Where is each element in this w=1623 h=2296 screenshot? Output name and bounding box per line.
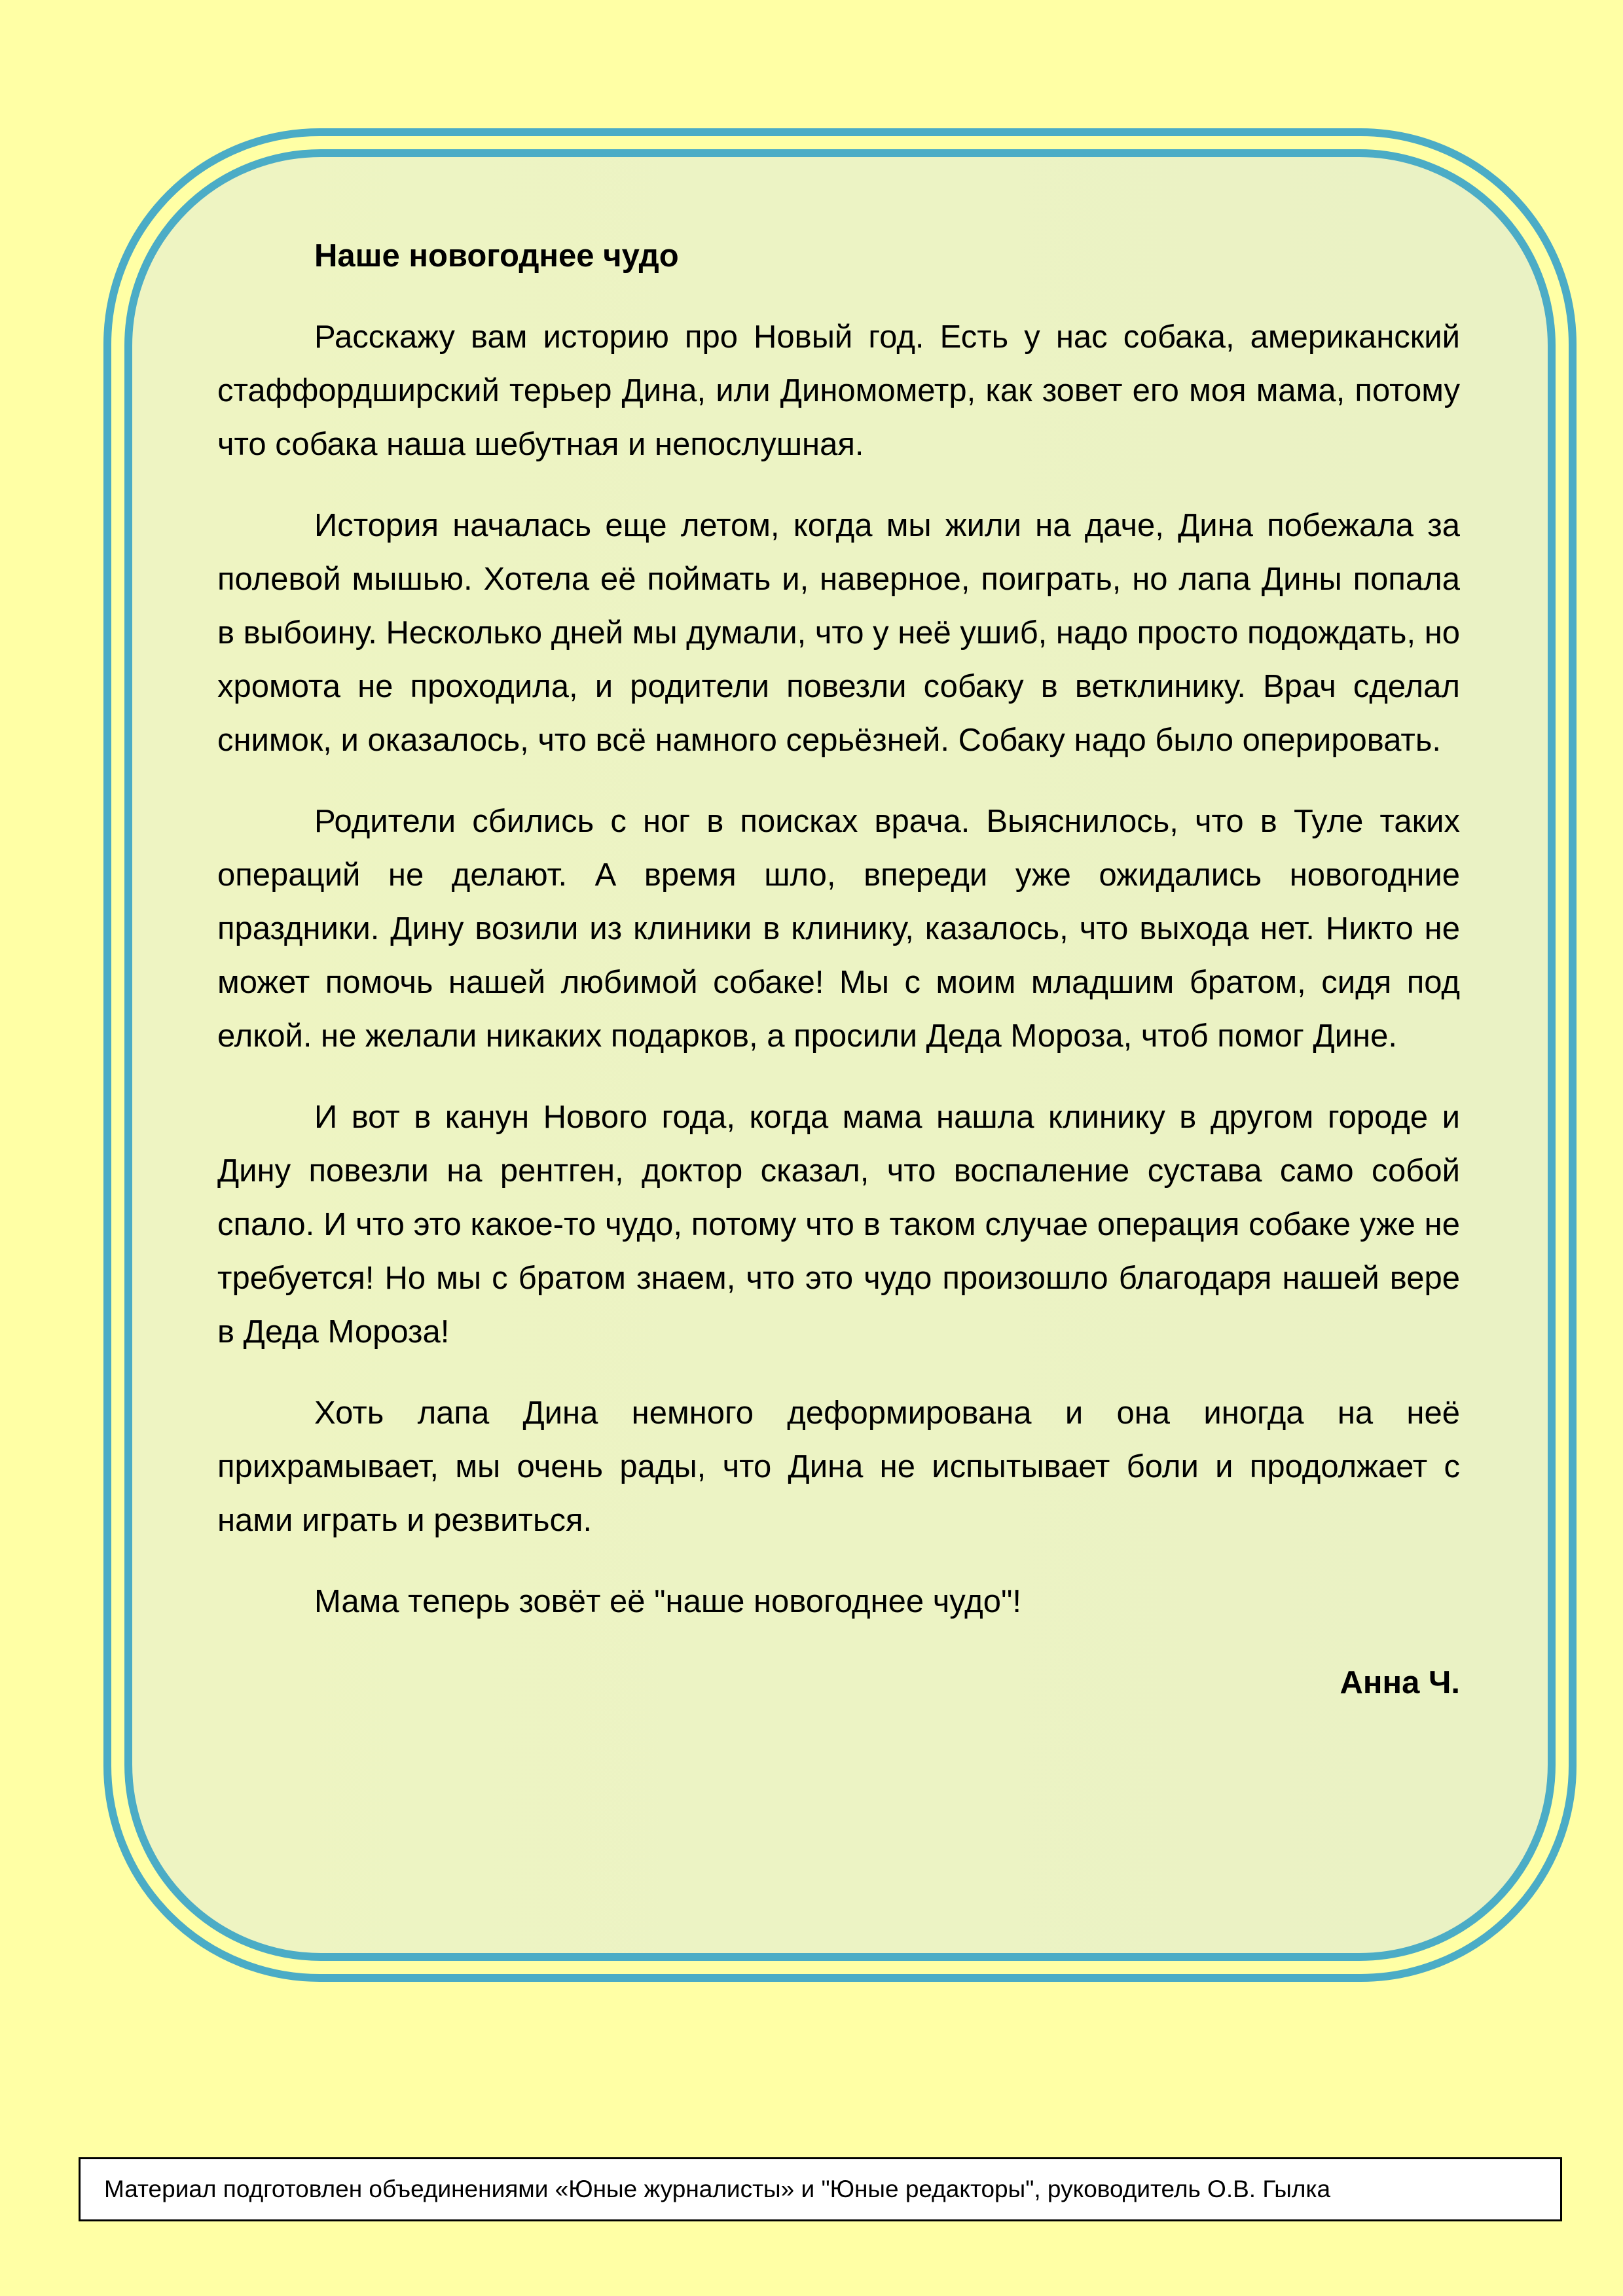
article-paragraph-6: Мама теперь зовёт её "наше новогоднее чудо"! bbox=[314, 1584, 1022, 1619]
article bbox=[217, 229, 1460, 1710]
article-paragraph-4: И вот в канун Нового года, когда мама нашла клинику в другом городе и Дину повезли на рентген, доктор сказал, что воспаление сустава само собой спало. И что это какое-то чудо, потому что в таком случае операция собаке уже не требуется! Но мы с братом знаем, что это чудо произошло благодаря нашей вере в Деда Мороза! bbox=[217, 1100, 1460, 1350]
footer-credits-box bbox=[79, 2157, 1562, 2221]
article-paragraph-2: История началась еще летом, когда мы жили на даче, Дина побежала за полевой мышью. Хотела её поймать и, наверное, поиграть, но лапа Дины попала в выбоину. Несколько дней мы думали, что у неё ушиб, надо просто подождать, но хромота не проходила, и родители повезли собаку в ветклинику. Врач сделал снимок, и оказалось, что всё намного серьёзней. Собаку надо было оперировать. bbox=[217, 508, 1460, 758]
article-paragraph-1: Расскажу вам историю про Новый год. Есть у нас собака, американский стаффордширский терьер Дина, или Диномометр, как зовет его моя мама, потому что собака наша шебутная и непослушная. bbox=[217, 319, 1460, 462]
article-title: Наше новогоднее чудо bbox=[314, 238, 679, 274]
article-paragraph-5: Хоть лапа Дина немного деформирована и она иногда на неё прихрамывает, мы очень рады, что Дина не испытывает боли и продолжает с нами играть и резвиться. bbox=[217, 1395, 1460, 1538]
article-author: Анна Ч. bbox=[1340, 1665, 1460, 1700]
article-paragraph-3: Родители сбились с ног в поисках врача. Выяснилось, что в Туле таких операций не делают. А время шло, впереди уже ожидались новогодние праздники. Дину возили из клиники в клинику, казалось, что выхода нет. Никто не может помочь нашей любимой собаке! Мы с моим младшим братом, сидя под елкой. не желали никаких подарков, а просили Деда Мороза, чтоб помог Дине. bbox=[217, 804, 1460, 1054]
footer-credits-text: Материал подготовлен объединениями «Юные журналисты» и "Юные редакторы", руководитель О.В. Гылка bbox=[104, 2176, 1331, 2202]
